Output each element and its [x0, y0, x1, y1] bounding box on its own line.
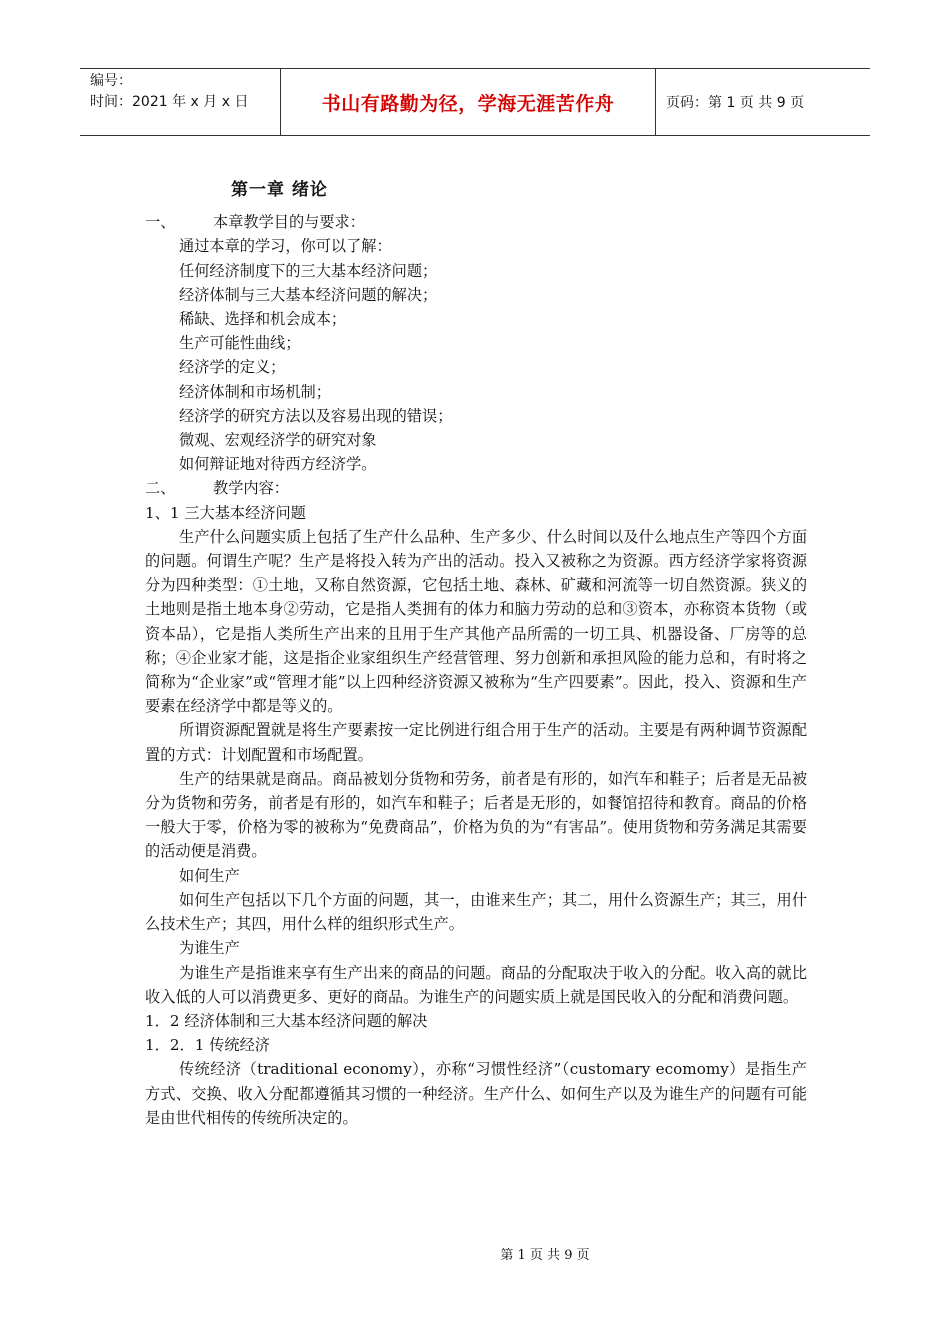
- paragraph-goods: 生产的结果就是商品。商品被划分货物和劳务，前者是有形的，如汽车和鞋子；后者是无品被分为货物和劳务，前者是有形的，如汽车和鞋子；后者是无形的，如餐馆招待和教育。商品的价格一般大于零，价格为零的被称为“免费商品”，价格为负的为“有害品”。使用货物和劳务满足其需要的活动便是消费。: [145, 769, 807, 861]
- section-2-number: 二、: [145, 479, 176, 498]
- section-2-title: 教学内容：: [213, 479, 289, 498]
- objective-item: 如何辩证地对待西方经济学。: [179, 455, 377, 474]
- header-meta: [80, 69, 280, 135]
- section-1-title: 本章教学目的与要求：: [213, 213, 365, 232]
- paragraph-what-to-produce: 生产什么问题实质上包括了生产什么品种、生产多少、什么时间以及什么地点生产等四个方面的问题。何谓生产呢？生产是将投入转为产出的活动。投入又被称之为资源。西方经济学家将资源分为四种类型：①土地，又称自然资源，它包括土地、森林、矿藏和河流等一切自然资源。狭义的土地则是指土地本身②劳动，它是指人类拥有的体力和脑力劳动的总和③资本，亦称资本货物（或资本品），它是指人类所生产出来的且用于生产其他产品所需的一切工具、机器设备、厂房等的总称；④企业家才能，这是指企业家组织生产经营管理、努力创新和承担风险的能力总和，有时将之简称为“企业家”或“管理才能”以上四种经济资源又被称为“生产四要素”。因此，投入、资源和生产要素在经济学中都是等义的。: [145, 527, 807, 716]
- header-page-info: 页码：第 1 页 共 9 页: [666, 95, 805, 111]
- subsection-1-2-1-heading: 1．2．1 传统经济: [145, 1036, 270, 1055]
- document-body: [145, 178, 807, 1130]
- document-number: 编号：: [90, 73, 132, 89]
- subsection-1-1-heading: 1、1 三大基本经济问题: [145, 503, 306, 522]
- page-footer: 第 1 页 共 9 页: [500, 1248, 590, 1263]
- paragraph-for-whom: 为谁生产是指谁来享有生产出来的商品的问题。商品的分配取决于收入的分配。收入高的就比收入低的人可以消费更多、更好的商品。为谁生产的问题实质上就是国民收入的分配和消费问题。: [145, 963, 807, 1006]
- document-date: 时间：2021 年 x 月 x 日: [90, 94, 249, 110]
- for-whom-heading: 为谁生产: [179, 939, 240, 958]
- objective-item: 微观、宏观经济学的研究对象: [179, 431, 377, 450]
- how-to-produce-heading: 如何生产: [179, 866, 240, 885]
- subsection-1-2-heading: 1．2 经济体制和三大基本经济问题的解决: [145, 1011, 428, 1030]
- objective-item: 生产可能性曲线；: [179, 334, 301, 353]
- objective-item: 经济体制与三大基本经济问题的解决；: [179, 285, 438, 304]
- section-2-heading: [145, 476, 807, 500]
- paragraph-traditional-economy: 传统经济（traditional economy），亦称“习惯性经济”（customary ecomomy）是指生产方式、交换、收入分配都遵循其习惯的一种经济。生产什么、如何生产以及为谁生产的问题有可能是由世代相传的传统所决定的。: [145, 1060, 807, 1127]
- paragraph-how-to-produce: 如何生产包括以下几个方面的问题，其一，由谁来生产；其二，用什么资源生产；其三，用什么技术生产；其四，用什么样的组织形式生产。: [145, 890, 807, 934]
- objective-item: 通过本章的学习，你可以了解：: [179, 237, 392, 256]
- paragraph-resource-allocation: 所谓资源配置就是将生产要素按一定比例进行组合用于生产的活动。主要是有两种调节资源配置的方式：计划配置和市场配置。: [145, 721, 807, 764]
- section-1-heading: [145, 210, 807, 234]
- objective-item: 稀缺、选择和机会成本；: [179, 310, 347, 329]
- objective-item: 经济体制和市场机制；: [179, 382, 331, 401]
- page-header: [80, 68, 870, 136]
- section-1-number: 一、: [145, 213, 176, 232]
- header-motto: 书山有路勤为径，学海无涯苦作舟: [280, 69, 656, 135]
- objective-item: 任何经济制度下的三大基本经济问题；: [179, 261, 438, 280]
- objective-item: 经济学的定义；: [179, 358, 286, 377]
- chapter-title: 第一章 绪论: [231, 180, 328, 200]
- objective-item: 经济学的研究方法以及容易出现的错误；: [179, 406, 453, 425]
